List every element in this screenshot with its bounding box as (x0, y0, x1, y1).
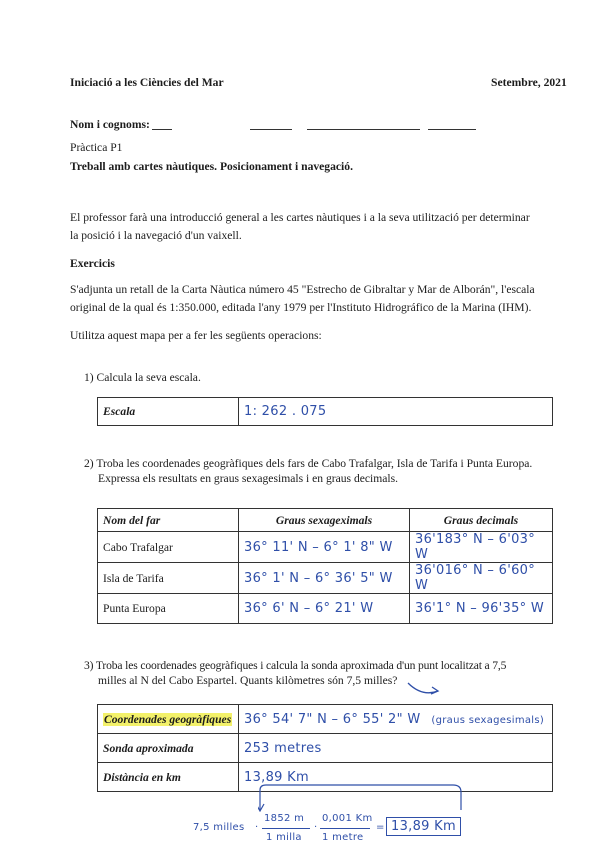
coordinates-label (98, 705, 239, 734)
table-row (98, 594, 553, 624)
decimal-answer: 36'183° N – 6'03° W (415, 532, 536, 562)
table-row (98, 705, 553, 734)
decimal-answer: 36'1° N – 96'35° W (415, 601, 545, 616)
coordinates-answer-cell (239, 705, 553, 734)
coordinates-note: (graus sexagesimals) (431, 714, 545, 726)
name-blank-2 (250, 119, 292, 130)
scale-table (97, 397, 553, 426)
coordinates-answer: 36° 54' 7" N – 6° 55' 2" W (244, 711, 421, 727)
question-1-text: 1) Calcula la seva escala. (84, 371, 201, 384)
scale-answer: 1: 262 . 075 (244, 404, 327, 419)
question-3-line-1: 3) Troba les coordenades geogràfiques i calcula la sonda aproximada d'un punt localitzat a 7,5 (84, 659, 507, 672)
calc-fraction-bar-1 (262, 828, 310, 829)
header-decimal: Graus decimals (410, 509, 553, 532)
table-row (98, 532, 553, 563)
header-sexagesimal: Graus sexageximals (239, 509, 410, 532)
question-2-line-1: 2) Troba les coordenades geogràfiques dels fars de Cabo Trafalgar, Isla de Tarifa i Punta Europa. (84, 457, 533, 470)
calc-num-1: 1852 m (264, 813, 305, 824)
name-blank-4 (428, 119, 476, 130)
lighthouse-table (97, 508, 553, 624)
practice-title: Treball amb cartes nàutiques. Posicionament i navegació. (70, 160, 353, 173)
decimal-value (410, 594, 553, 624)
calc-den-2: 1 metre (322, 832, 364, 843)
name-label: Nom i cognoms: (70, 118, 150, 131)
sexagesimal-answer: 36° 6' N – 6° 21' W (244, 601, 374, 616)
lighthouse-name: Isla de Tarifa (98, 563, 239, 594)
scale-row (98, 398, 553, 426)
depth-answer: 253 metres (244, 740, 322, 756)
table-row (98, 563, 553, 594)
calc-term-1: 7,5 milles (193, 822, 245, 833)
exercises-desc-line-2: original de la qual és 1:350.000, editada l'any 1979 per l'Instituto Hidrográfico de la Marina (IHM). (70, 301, 532, 314)
coordinates-label-text: Coordenades geogràfiques (104, 712, 232, 726)
calc-times-2: · (314, 822, 318, 833)
calc-result: 13,89 Km (386, 817, 461, 836)
calc-fraction-bar-2 (320, 828, 370, 829)
intro-line-1: El professor farà una introducció general a les cartes nàutiques i a la seva utilització per determinar (70, 211, 530, 224)
question-2-line-2: Expressa els resultats en graus sexagesimals i en graus decimals. (98, 472, 399, 485)
exercises-desc-line-1: S'adjunta un retall de la Carta Nàutica número 45 "Estrecho de Gibraltar y Mar de Alborán", l'escala (70, 283, 535, 296)
calc-equals: = (376, 822, 385, 833)
question-3-line-2: milles al N del Cabo Espartel. Quants kilòmetres són 7,5 milles? (98, 674, 398, 687)
scale-answer-cell (239, 398, 553, 426)
distance-label: Distància en km (98, 763, 239, 792)
decimal-value (410, 532, 553, 563)
sexagesimal-answer: 36° 11' N – 6° 1' 8" W (244, 539, 393, 555)
exercises-instruction: Utilitza aquest mapa per a fer les següents operacions: (70, 329, 322, 342)
table-row (98, 734, 553, 763)
decimal-value (410, 563, 553, 594)
lighthouse-name: Punta Europa (98, 594, 239, 624)
name-blank-3 (307, 119, 420, 130)
practice-number: Pràctica P1 (70, 141, 123, 154)
exercises-heading: Exercicis (70, 257, 115, 270)
lighthouse-header-row (98, 509, 553, 532)
intro-line-2: la posició i la navegació d'un vaixell. (70, 229, 242, 242)
lighthouse-name: Cabo Trafalgar (98, 532, 239, 563)
point-table (97, 704, 553, 792)
handwritten-arrow-icon (404, 677, 444, 699)
sexagesimal-answer: 36° 1' N – 6° 36' 5" W (244, 570, 393, 586)
calc-den-1: 1 milla (266, 832, 302, 843)
handwritten-bracket-icon (258, 782, 478, 812)
name-field-label (70, 118, 150, 131)
calc-times-1: · (255, 822, 259, 833)
sexagesimal-value (239, 563, 410, 594)
scale-label: Escala (98, 398, 239, 426)
course-title: Iniciació a les Ciències del Mar (70, 76, 224, 89)
sexagesimal-value (239, 532, 410, 563)
sexagesimal-value (239, 594, 410, 624)
decimal-answer: 36'016° N – 6'60° W (415, 563, 536, 593)
name-blank-1 (152, 119, 172, 130)
depth-label: Sonda aproximada (98, 734, 239, 763)
header-lighthouse-name: Nom del far (98, 509, 239, 532)
calc-num-2: 0,001 Km (322, 813, 373, 824)
depth-answer-cell (239, 734, 553, 763)
document-date: Setembre, 2021 (491, 76, 567, 89)
distance-answer: 13,89 Km (244, 769, 309, 785)
